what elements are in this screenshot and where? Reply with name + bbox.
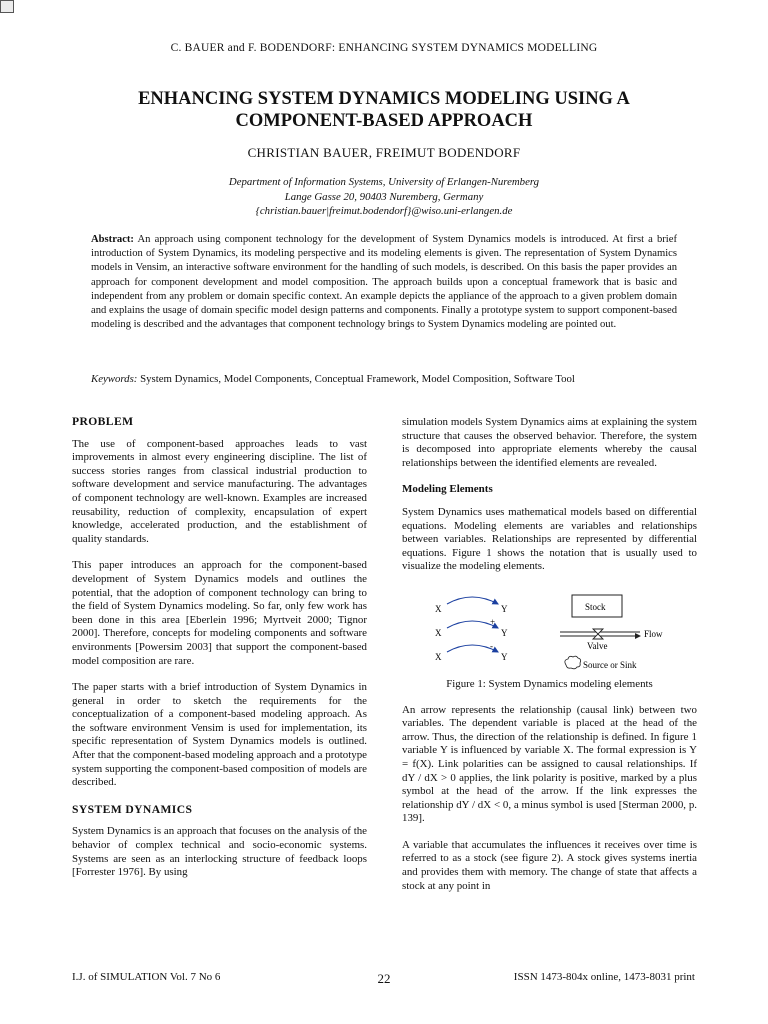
valve-icon [593, 629, 603, 639]
section-heading-problem: PROBLEM [72, 415, 134, 428]
plus-sign: + [490, 616, 496, 627]
paragraph: simulation models System Dynamics aims at explaining the system structure that causes the observed behavior. Therefore, the system is decomposed into appropriate elements whereby the causal relationships between the identified elements are revealed. [402, 416, 697, 469]
abstract-text: An approach using component technology for the development of System Dynamics models is introduced. At first a brief introduction of System Dynamics, its modeling perspective and its modeling elements is given. The representation of System Dynamics models in Vensim, an interactive software environment for the handling of such models, is described. On this basis the paper provides an approach for component development and model composition. The approach builds upon a conceptual framework that is basic and independent from any problem or domain specific context. An example depicts the appliance of the approach to a given problem domain and explains the usage of domain specific model design patterns and components. Finally a prototype system to support component-based modeling is described and the advantages that component technology brings to System Dynamics modeling are pointed out. [91, 234, 677, 331]
stock-label: Stock [585, 601, 606, 612]
paragraph: The use of component-based approaches leads to vast improvements in almost every engineering discipline. The list of success stories ranges from classical industrial production to software development and service manufacturing. The advantages of component technology are well-known. Examples are increased reusability, reduction of complexity, encapsulation of expert knowledge, accelerated production, and the establishment of quality standards. [72, 437, 367, 545]
x-label-3: X [435, 651, 442, 662]
keywords-text: System Dynamics, Model Components, Conceptual Framework, Model Composition, Software Tool [140, 373, 575, 385]
paragraph: The paper starts with a brief introduction of System Dynamics in general in order to sketch the requirements for the conceptualization of a component-based modeling approach. As the software environment Vensim is used for implementation, its specific representation of System Dynamics models is outlined. After that the component-based modeling approach and a prototype system supporting the component-based composition of models are described. [72, 681, 367, 789]
causal-arrow-1 [447, 597, 498, 604]
section-heading-system-dynamics: SYSTEM DYNAMICS [72, 802, 193, 816]
right-column [402, 416, 697, 906]
minus-sign: - [490, 640, 493, 651]
figure-1 [402, 588, 697, 672]
paragraph: An arrow represents the relationship (causal link) between two variables. The dependent variable is placed at the head of the arrow. Thus, the direction of the relationship is defined. In figure 1 variable Y is influenced by variable X. The formal expression is Y = f(X). Link polarities can be assigned to causal relationships. If dY / dX > 0 applies, the link polarity is positive, marked by a plus symbol at the head of the arrow. If the link expresses the relationship dY / dX < 0, a minus symbol is used [Sterman 2000, p. 139]. [402, 703, 697, 825]
y-label-3: Y [501, 651, 508, 662]
left-column [72, 413, 367, 893]
x-label-2: X [435, 627, 442, 638]
y-label-2: Y [501, 627, 508, 638]
footer-journal: I.J. of SIMULATION Vol. 7 No 6 [72, 971, 221, 983]
title-line-1: ENHANCING SYSTEM DYNAMICS MODELING USING A [138, 89, 630, 109]
figure-1-caption: Figure 1: System Dynamics modeling elements [446, 677, 653, 690]
running-head: C. BAUER and F. BODENDORF: ENHANCING SYSTEM DYNAMICS MODELLING [170, 42, 598, 54]
valve-label: Valve [587, 640, 608, 651]
paper-title [60, 88, 708, 132]
page-corner-marker [0, 0, 14, 13]
title-line-2: COMPONENT-BASED APPROACH [235, 111, 533, 131]
affiliation-department: Department of Information Systems, University of Erlangen-Nuremberg [228, 176, 540, 188]
paragraph: A variable that accumulates the influences it receives over time is referred to as a stock (see figure 2). A stock gives systems inertia and provides them with memory. The change of state that affects a stock at any point in [402, 838, 697, 892]
paragraph: This paper introduces an approach for the component-based development of System Dynamics models and outlines the potential, that the adoption of component technology can bring to the field of System Dynamics modeling. So far, only few work has been done in this area [Eberlein 1996; Myrtveit 2000; Tignor 2000]. Therefore, concepts for modeling components and software environments [Powersim 2003] that support the component-based model composition are rare. [72, 559, 367, 667]
subsection-heading-modeling-elements: Modeling Elements [402, 483, 493, 496]
cloud-icon [565, 656, 581, 669]
footer-page-number: 22 [377, 971, 391, 986]
keywords [91, 372, 691, 386]
abstract [91, 233, 677, 332]
flow-label: Flow [644, 628, 663, 639]
source-sink-label: Source or Sink [583, 659, 637, 670]
affiliation [0, 175, 768, 219]
paragraph: System Dynamics is an approach that focuses on the analysis of the behavior of complex technical and socio-economic systems. Systems are seen as an interlocking structure of feedback loops [Forrester 1976]. By using [72, 825, 367, 879]
keywords-label: Keywords: [91, 373, 138, 385]
paragraph: System Dynamics uses mathematical models based on differential equations. Modeling elements are variables and relationships between variables. Relationships are represented by differential equations. Figure 1 shows the notation that is usually used to visualize the modeling elements. [402, 505, 697, 573]
footer-issn: ISSN 1473-804x online, 1473-8031 print [513, 971, 695, 983]
affiliation-email: {christian.bauer|freimut.bodendorf}@wiso.uni-erlangen.de [255, 205, 513, 217]
x-label-1: X [435, 603, 442, 614]
figure-1-diagram [402, 588, 697, 672]
affiliation-address: Lange Gasse 20, 90403 Nuremberg, Germany [284, 190, 484, 203]
y-label-1: Y [501, 603, 508, 614]
author-list: CHRISTIAN BAUER, FREIMUT BODENDORF [247, 145, 521, 160]
abstract-label: Abstract: [91, 234, 134, 245]
